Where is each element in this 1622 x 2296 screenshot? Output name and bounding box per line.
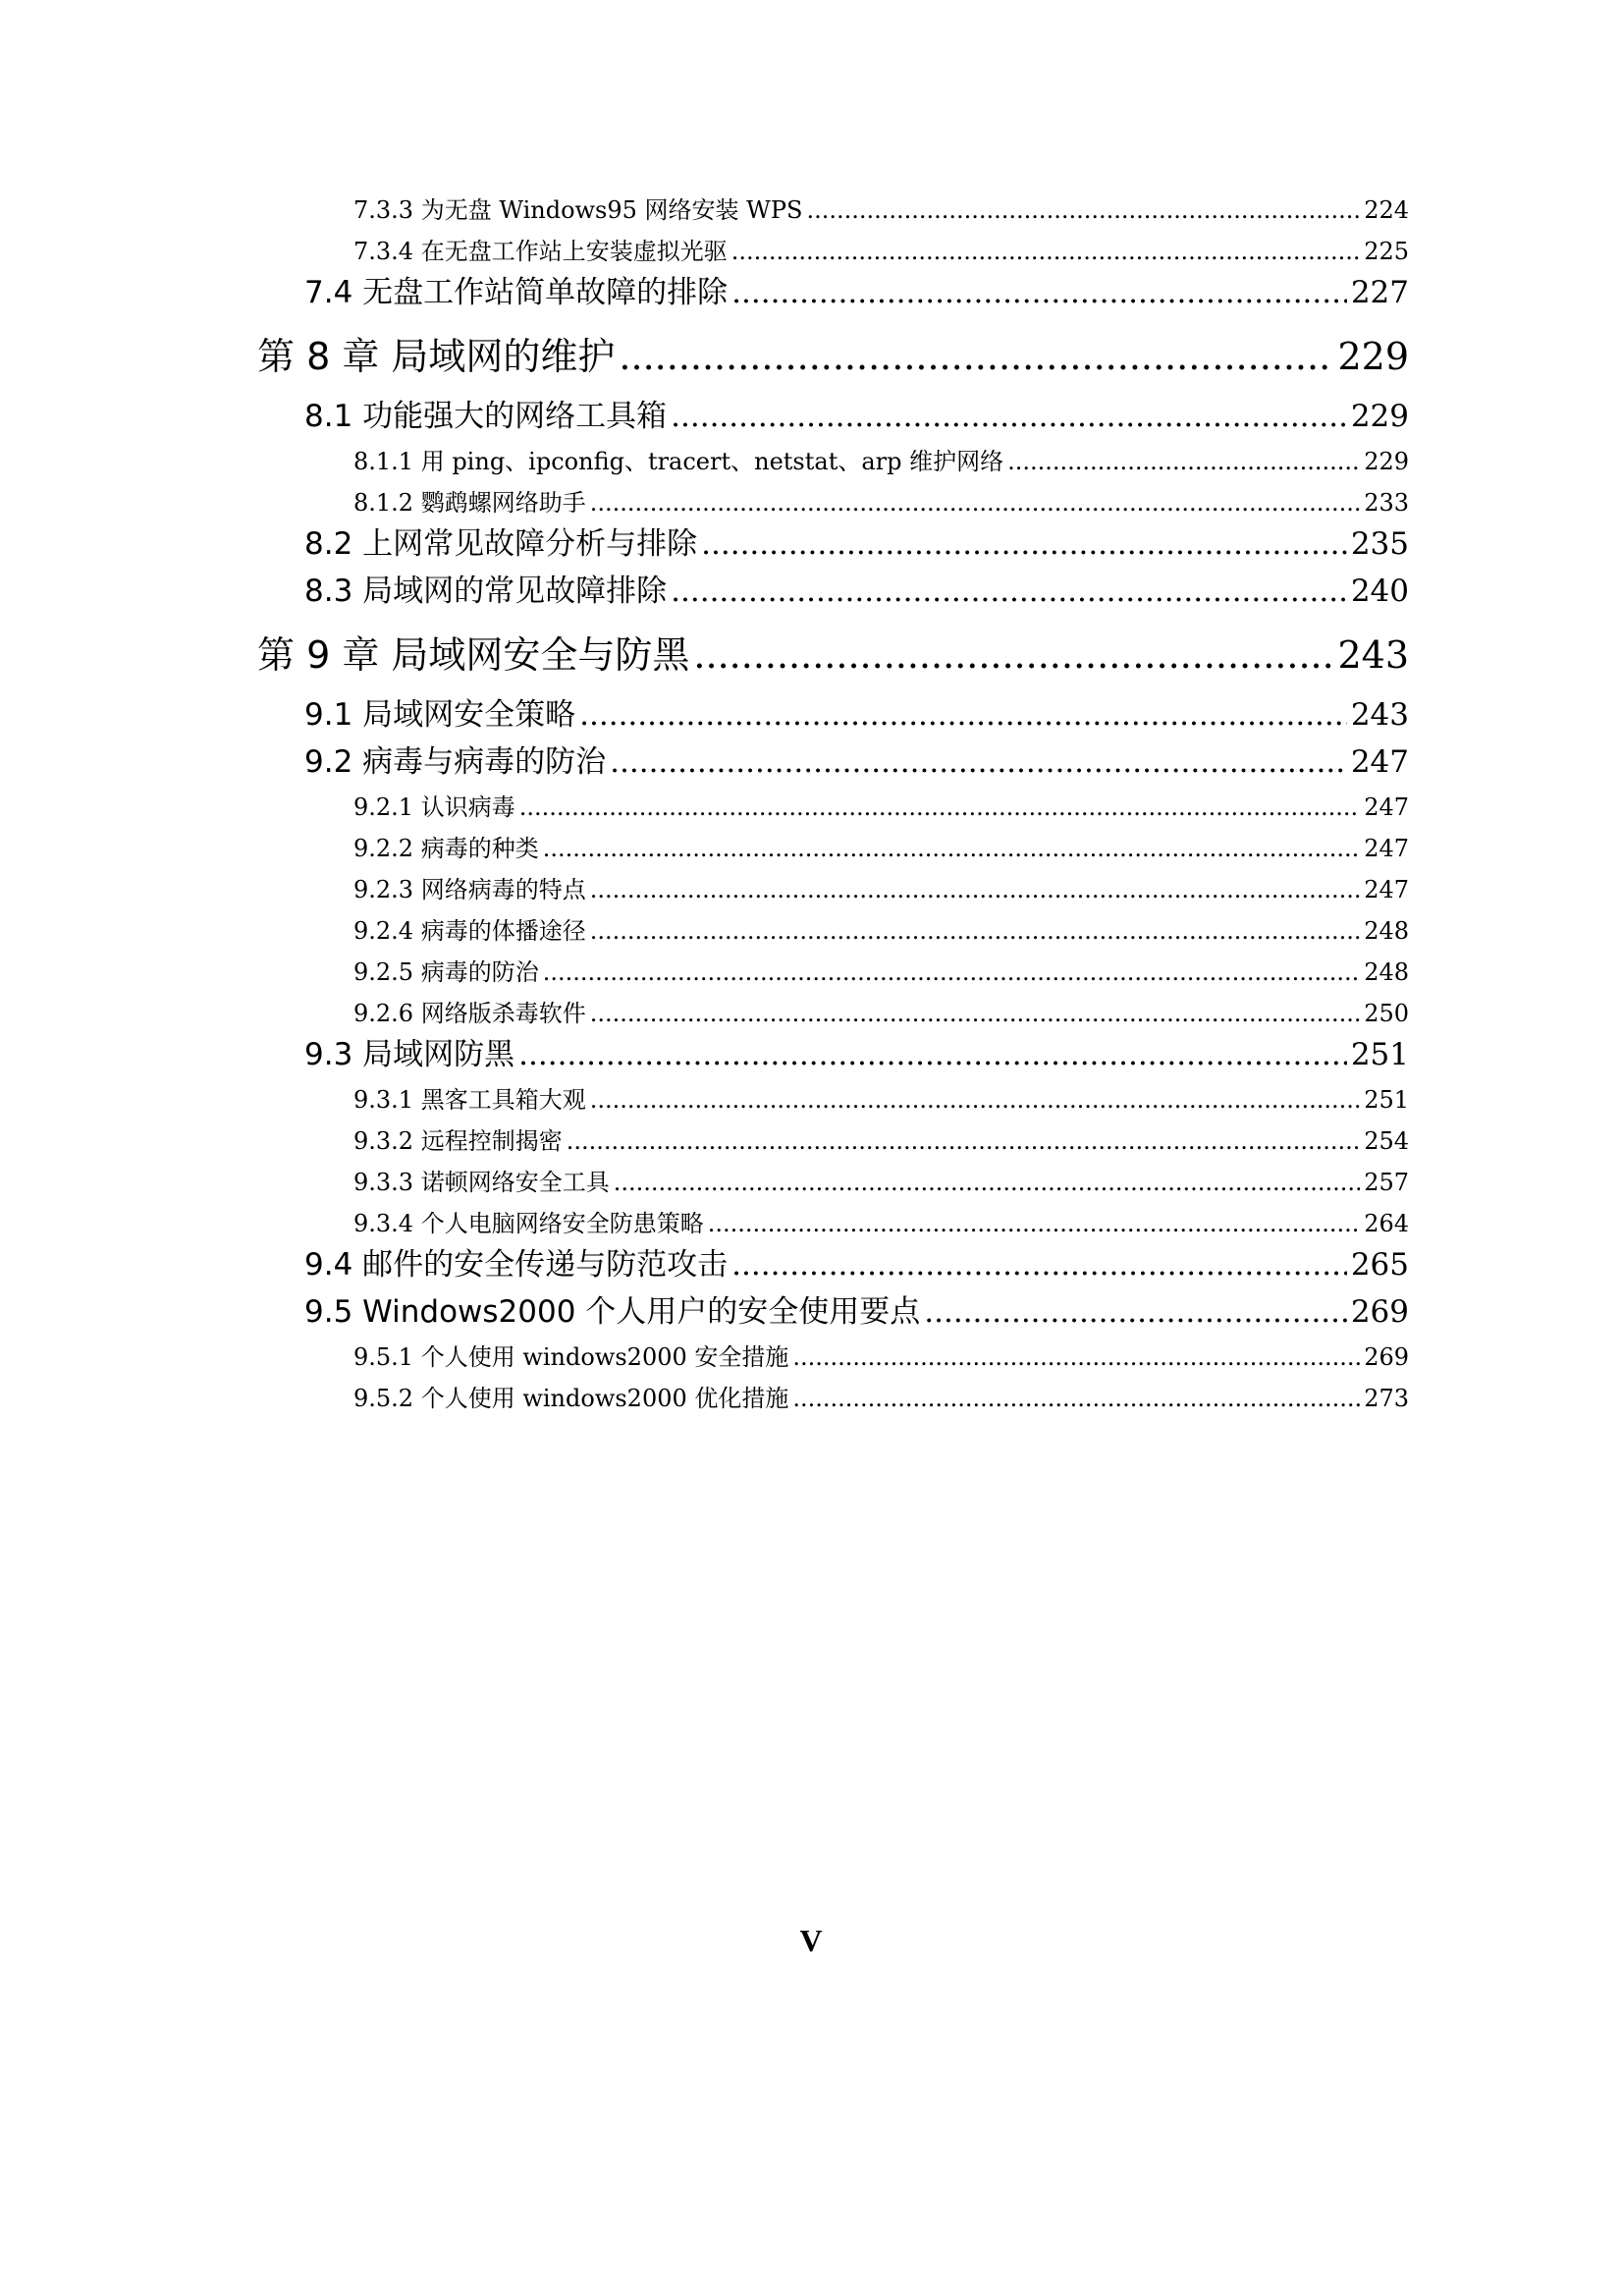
toc-entry-page: 247: [1364, 793, 1409, 821]
toc-entry-page: 243: [1337, 633, 1409, 677]
leader-dots: [619, 338, 1333, 375]
toc-entry-page: 247: [1364, 835, 1409, 862]
toc-entry[interactable]: [304, 399, 1409, 432]
leader-dots: [708, 1212, 1360, 1235]
toc-entry-title: 9.3.3 诺顿网络安全工具: [353, 1169, 610, 1196]
leader-dots: [701, 529, 1347, 560]
leader-dots: [590, 1088, 1360, 1112]
toc-entry[interactable]: [304, 526, 1409, 560]
toc-entry-page: 265: [1350, 1247, 1409, 1283]
toc-entry-title: 8.1.2 鹦鹉螺网络助手: [353, 489, 586, 517]
toc-entry-title: 9.5 Windows2000 个人用户的安全使用要点: [304, 1294, 921, 1330]
toc-entry[interactable]: [353, 1208, 1409, 1235]
toc-entry[interactable]: [353, 487, 1409, 515]
leader-dots: [693, 636, 1333, 674]
toc-entry-page: 247: [1350, 744, 1409, 780]
toc-entry-page: 243: [1350, 697, 1409, 733]
toc-entry-page: 251: [1350, 1037, 1409, 1072]
toc-entry-page: 224: [1364, 196, 1409, 224]
toc-entry[interactable]: [304, 275, 1409, 308]
toc-entry-title: 9.2.4 病毒的体播途径: [353, 917, 586, 945]
toc-entry-title: 9.4 邮件的安全传递与防范攻击: [304, 1247, 729, 1283]
leader-dots: [590, 491, 1360, 515]
leader-dots: [590, 1002, 1360, 1025]
toc-entry-title: 7.3.4 在无盘工作站上安装虚拟光驱: [353, 238, 728, 265]
toc-entry-title: 9.2.3 网络病毒的特点: [353, 876, 586, 903]
toc-entry-title: 7.3.3 为无盘 Windows95 网络安装 WPS: [353, 196, 803, 224]
toc-entry-title: 9.2.5 病毒的防治: [353, 958, 539, 986]
toc-entry[interactable]: [257, 632, 1409, 677]
toc-entry[interactable]: [353, 915, 1409, 943]
toc-entry[interactable]: [353, 1383, 1409, 1410]
leader-dots: [614, 1171, 1360, 1194]
toc-entry-page: 250: [1364, 1000, 1409, 1027]
toc-entry[interactable]: [353, 874, 1409, 902]
toc-entry-page: 257: [1364, 1169, 1409, 1196]
toc-entry-title: 第 8 章 局域网的维护: [257, 335, 616, 378]
leader-dots: [518, 1040, 1347, 1070]
leader-dots: [579, 700, 1347, 731]
toc-entry-title: 9.3.4 个人电脑网络安全防患策略: [353, 1210, 704, 1237]
toc-entry-page: 254: [1364, 1127, 1409, 1155]
toc-entry-page: 229: [1364, 448, 1409, 475]
toc-entry[interactable]: [257, 334, 1409, 378]
toc-entry[interactable]: [353, 998, 1409, 1025]
toc-entry[interactable]: [353, 194, 1409, 222]
toc-entry-page: 251: [1364, 1086, 1409, 1114]
toc-entry-page: 235: [1350, 526, 1409, 562]
toc-entry[interactable]: [304, 1247, 1409, 1281]
toc-entry-page: 248: [1364, 917, 1409, 945]
leader-dots: [590, 878, 1360, 902]
leader-dots: [519, 795, 1360, 819]
leader-dots: [792, 1387, 1360, 1410]
leader-dots: [806, 198, 1360, 222]
toc-entry-title: 9.5.1 个人使用 windows2000 安全措施: [353, 1343, 789, 1371]
toc-entry-page: 247: [1364, 876, 1409, 903]
toc-entry-page: 269: [1350, 1294, 1409, 1330]
leader-dots: [590, 919, 1360, 943]
toc-entry[interactable]: [353, 1125, 1409, 1153]
toc-entry-title: 8.2 上网常见故障分析与排除: [304, 526, 698, 562]
toc-entry-title: 9.1 局域网安全策略: [304, 697, 576, 733]
toc-entry-title: 8.1.1 用 ping、ipconfig、tracert、netstat、arp 维护网络: [353, 448, 1004, 475]
leader-dots: [567, 1129, 1360, 1153]
leader-dots: [731, 278, 1347, 308]
toc-entry-page: 227: [1350, 275, 1409, 310]
toc-entry[interactable]: [304, 574, 1409, 607]
leader-dots: [1007, 450, 1360, 473]
toc-entry-page: 229: [1350, 399, 1409, 434]
toc-entry[interactable]: [353, 446, 1409, 473]
toc-entry[interactable]: [304, 1037, 1409, 1070]
leader-dots: [731, 1250, 1347, 1281]
toc-entry[interactable]: [353, 833, 1409, 860]
toc-entry-page: 273: [1364, 1385, 1409, 1412]
toc-entry[interactable]: [304, 697, 1409, 731]
toc-entry-page: 229: [1337, 335, 1409, 378]
toc-entry[interactable]: [353, 1167, 1409, 1194]
toc-entry-title: 8.3 局域网的常见故障排除: [304, 574, 668, 609]
leader-dots: [543, 837, 1360, 860]
toc-entry[interactable]: [304, 744, 1409, 778]
toc-entry-page: 240: [1350, 574, 1409, 609]
page-number: V: [799, 1923, 823, 1958]
toc-entry-title: 9.5.2 个人使用 windows2000 优化措施: [353, 1385, 789, 1412]
toc-entry-title: 9.2 病毒与病毒的防治: [304, 744, 607, 780]
toc-entry[interactable]: [353, 236, 1409, 263]
toc-entry-title: 9.3 局域网防黑: [304, 1037, 515, 1072]
leader-dots: [731, 240, 1360, 263]
toc-entry-title: 7.4 无盘工作站简单故障的排除: [304, 275, 729, 310]
toc-entry[interactable]: [353, 957, 1409, 984]
toc-entry-page: 233: [1364, 489, 1409, 517]
toc-entry[interactable]: [353, 1341, 1409, 1369]
leader-dots: [671, 402, 1347, 432]
toc-entry-title: 9.2.6 网络版杀毒软件: [353, 1000, 586, 1027]
leader-dots: [543, 960, 1360, 984]
toc-entry-title: 第 9 章 局域网安全与防黑: [257, 633, 690, 677]
toc-entry-title: 9.2.2 病毒的种类: [353, 835, 539, 862]
leader-dots: [792, 1345, 1360, 1369]
toc-entry-page: 264: [1364, 1210, 1409, 1237]
toc-entry[interactable]: [353, 1084, 1409, 1112]
toc-entry-title: 9.2.1 认识病毒: [353, 793, 515, 821]
toc-entry-title: 9.3.1 黑客工具箱大观: [353, 1086, 586, 1114]
toc-entry-page: 248: [1364, 958, 1409, 986]
toc-entry-title: 8.1 功能强大的网络工具箱: [304, 399, 668, 434]
leader-dots: [671, 576, 1347, 607]
toc-entry-title: 9.3.2 远程控制揭密: [353, 1127, 563, 1155]
toc-entry-page: 225: [1364, 238, 1409, 265]
toc-entry[interactable]: [353, 792, 1409, 819]
leader-dots: [610, 747, 1347, 778]
toc-entry-page: 269: [1364, 1343, 1409, 1371]
leader-dots: [924, 1297, 1347, 1328]
toc-entry[interactable]: [304, 1294, 1409, 1328]
